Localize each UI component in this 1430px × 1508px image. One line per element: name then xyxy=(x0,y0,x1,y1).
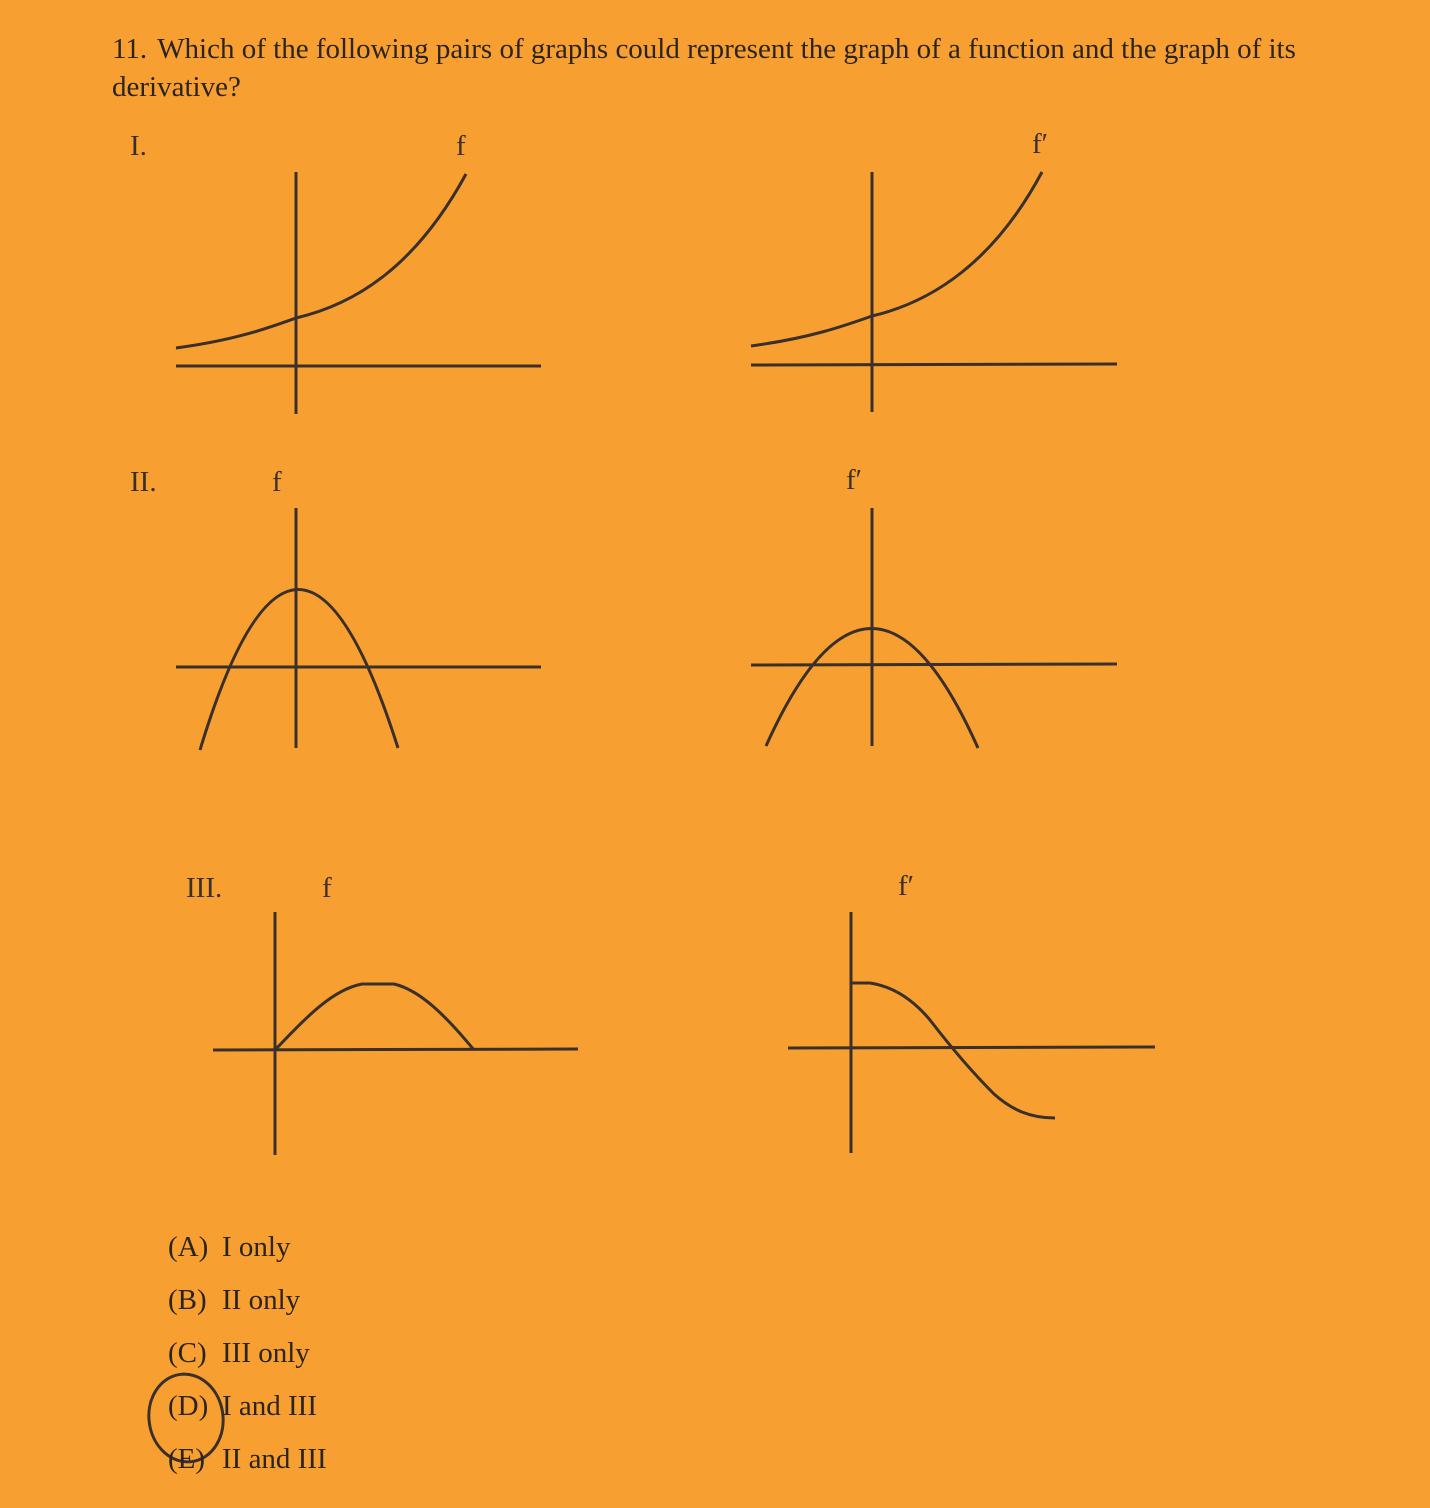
pair-1-fprime-label: f′ xyxy=(1032,128,1049,160)
pair-3-numeral: III. xyxy=(186,872,223,904)
pair-2-f-label: f xyxy=(272,466,282,498)
pair-1-fprime-graph xyxy=(751,172,1117,412)
question-number: 11. xyxy=(112,33,148,65)
choice-b[interactable] xyxy=(168,1278,327,1331)
pair-2-numeral: II. xyxy=(130,466,157,498)
choice-a-letter: (A) xyxy=(168,1231,209,1263)
choice-e-letter: (E) xyxy=(168,1443,206,1475)
choice-a-text: I only xyxy=(222,1231,291,1263)
choice-d-text: I and III xyxy=(222,1390,318,1422)
answer-choices xyxy=(168,1225,327,1490)
choice-e-text: II and III xyxy=(222,1443,327,1475)
choice-c-text: III only xyxy=(222,1337,310,1369)
pair-1-f-curve xyxy=(176,174,466,348)
pair-1-numeral: I. xyxy=(130,130,147,162)
choice-c[interactable] xyxy=(168,1331,327,1384)
pair-3-fprime-curve xyxy=(851,983,1055,1118)
pair-3-fprime-graph xyxy=(788,912,1155,1153)
pair-1-fprime-x-axis xyxy=(751,364,1117,365)
pair-2-f-graph xyxy=(176,508,541,750)
pair-2-f-curve xyxy=(200,589,398,750)
pair-2-fprime-x-axis xyxy=(751,664,1117,665)
choice-c-letter: (C) xyxy=(168,1337,207,1369)
pair-3-f-x-axis xyxy=(213,1049,578,1050)
pair-2-fprime-graph xyxy=(751,508,1117,748)
choice-d-letter: (D) xyxy=(168,1390,209,1422)
pair-3-f-curve xyxy=(275,984,474,1050)
choice-a[interactable] xyxy=(168,1225,327,1278)
pair-3-fprime-x-axis xyxy=(788,1047,1155,1048)
pair-3-f-graph xyxy=(213,912,578,1155)
pair-2-fprime-label: f′ xyxy=(846,464,863,496)
choice-b-text: II only xyxy=(222,1284,301,1316)
choice-d[interactable] xyxy=(168,1384,327,1437)
pair-1-f-graph xyxy=(176,172,541,414)
pair-3-fprime-label: f′ xyxy=(898,870,915,902)
pair-1-fprime-curve xyxy=(751,172,1042,346)
question-body: Which of the following pairs of graphs could represent the graph of a function and the graph of its derivative? xyxy=(112,33,1296,103)
choice-b-letter: (B) xyxy=(168,1284,207,1316)
choice-e[interactable] xyxy=(168,1437,327,1490)
pair-1-f-label: f xyxy=(456,130,466,162)
pair-3-f-label: f xyxy=(322,872,332,904)
